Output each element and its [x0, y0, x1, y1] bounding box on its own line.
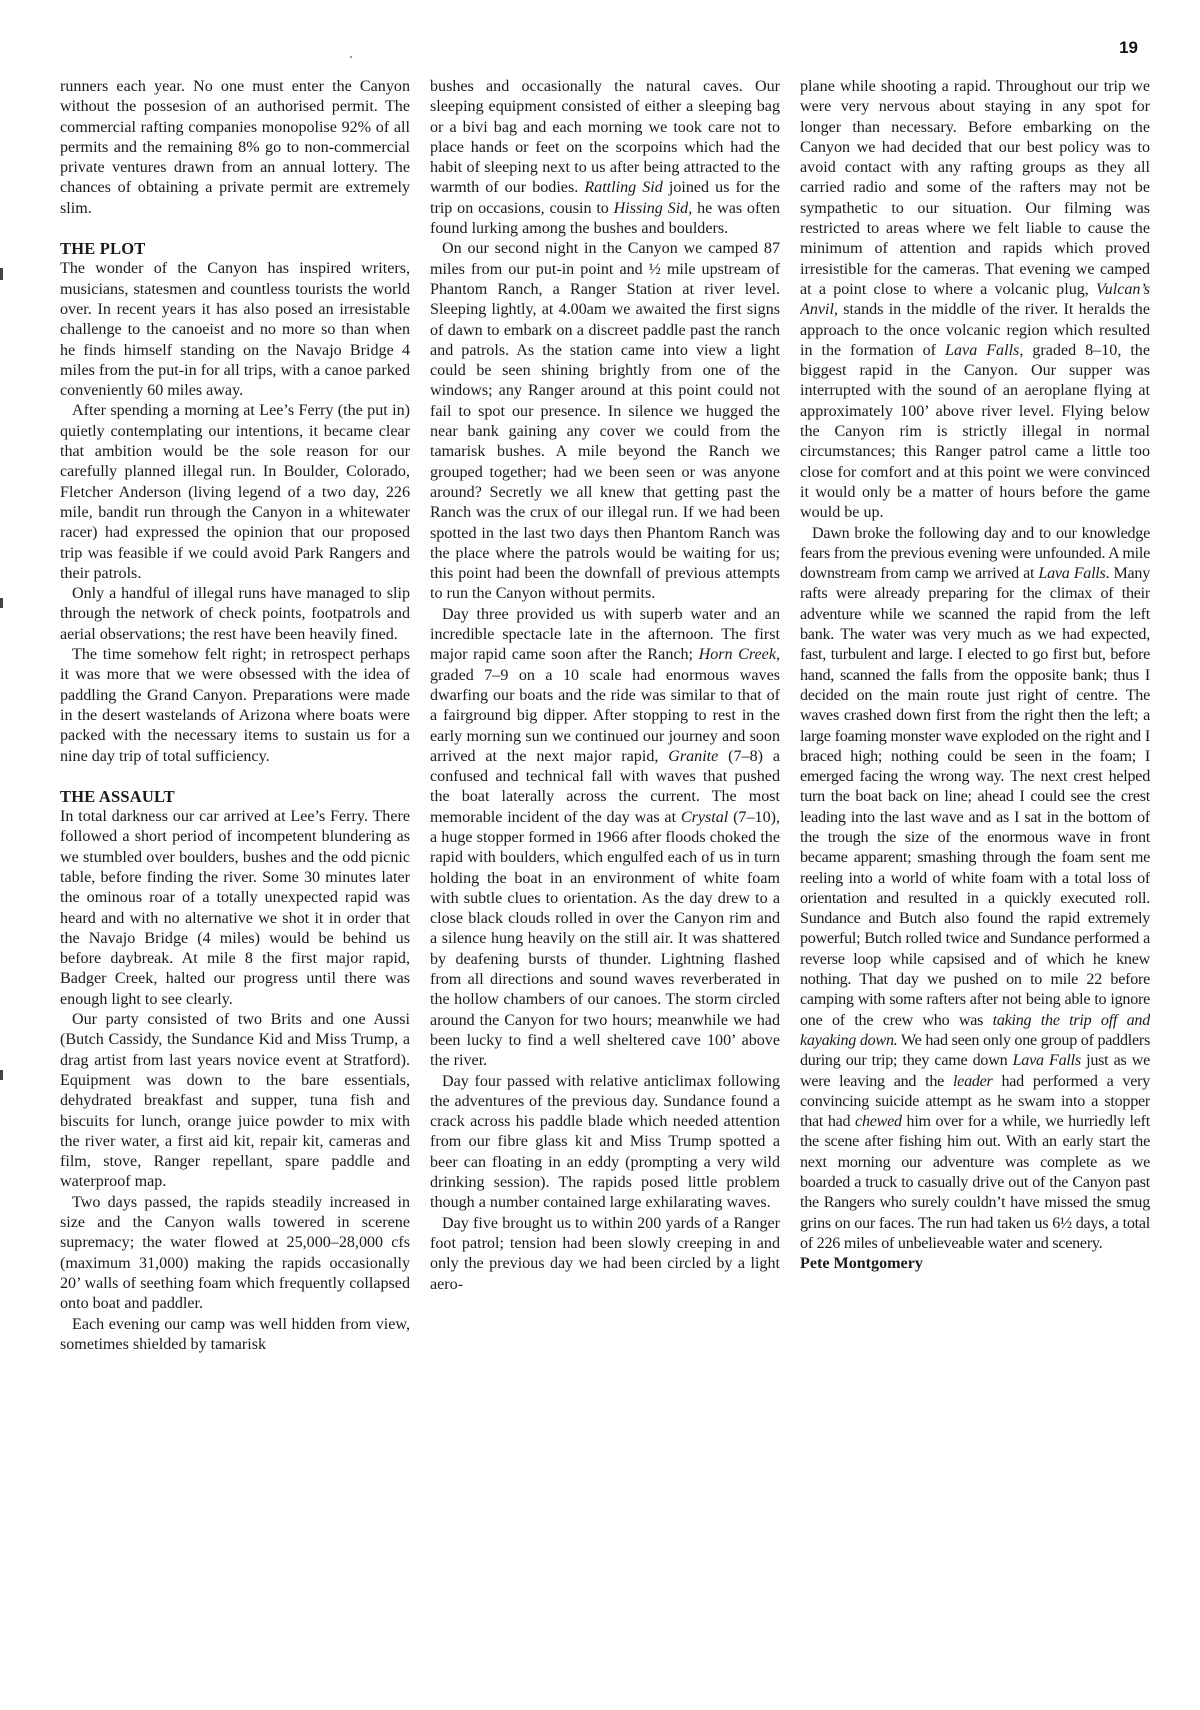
article-body: [60, 77, 1150, 1637]
author-byline: Pete Montgomery: [800, 1255, 923, 1273]
italic-rapid-name: Lava Falls: [945, 341, 1020, 359]
text-run: We had seen only one group of paddlers during our trip; they came down: [800, 1031, 1150, 1070]
column-1: [60, 77, 410, 1637]
section-heading-assault: THE ASSAULT: [60, 786, 175, 806]
text-run: had performed a very convincing suicide attempt as he swam into a stopper that had: [800, 1072, 1150, 1131]
text-run: (7–10), a huge stopper formed in 1966 after floods choked the rapid with boulders, which engulfed each of us in turn holding the boat in an environment of white foam with subtle clues to orientation. As the day drew to a close black clouds rolled in over the Canyon rim and a silence hung heavily on the still air. It was shattered by deafening bursts of thunder. Lightning flashed from all directions and sound waves reverberated in the hollow chambers of our canoes. The storm circled around the Canyon for two hours; meanwhile we had been lucky to find a well sheltered cave 100’ above the river.: [430, 808, 780, 1070]
text-run: joined us for the trip on occasions, cousin to: [430, 179, 780, 217]
left-edge-mark: [0, 598, 3, 608]
italic-word: leader: [952, 1072, 993, 1090]
text-run: , stands in the middle of the river. It heralds the approach to the once volcanic region which resulted in the formation of: [800, 301, 1150, 359]
paragraph: In total darkness our car arrived at Lee’s Ferry. There followed a short period of incompetent blundering as we stumbled over boulders, bushes and the odd picnic table, before finding the river. Some 30 minutes later the ominous roar of a totally unexpected rapid was heard and with no alternative we shot it in order that the Navajo Bridge (4 miles) would be behind us before daybreak. At mile 8 the first major rapid, Badger Creek, halted our progress until there was enough light to see clearly.: [60, 808, 410, 1008]
italic-phrase: taking the trip off and kayaking down.: [800, 1011, 1150, 1049]
left-edge-mark: [0, 1070, 3, 1080]
italic-rapid-name: Lava Falls: [1038, 565, 1106, 583]
italic-place-name: Vulcan’s Anvil: [800, 280, 1150, 319]
paragraph: Day four passed with relative anticlimax following the adventures of the previous day. Sundance found a crack across his paddle blade which needed attention from our fibre glass kit and Miss Trump spotted a beer can floating in an eddy (prompting a very wild drinking session). The rapids posed little problem though a number contained large exhilarating waves.: [430, 1072, 780, 1212]
column-3: [800, 77, 1150, 1637]
paragraph: Two days passed, the rapids steadily increased in size and the Canyon walls towered in scerene supremacy; the water flowed at 25,000–28,000 cfs (maximum 31,000) making the rapids occasionally 20’ walls of seething foam which frequently collapsed onto boat and paddler.: [60, 1193, 410, 1313]
text-run: , graded 8–10, the biggest rapid in the Canyon. Our supper was interrupted with the sound of an aeroplane flying at approximately 100’ above river level. Flying below the Canyon rim is strictly illegal in normal circumstances; this Ranger patrol came a little too close for comfort and at this point we were convinced it would only be a matter of hours before the game would be up.: [800, 341, 1150, 522]
paragraph: After spending a morning at Lee’s Ferry (the put in) quietly contemplating our intentions, it became clear that ambition would be the sole reason for our carefully planned illegal run. In Boulder, Colorado, Fletcher Anderson (living legend of a two day, 226 mile, bandit run through the Canyon in a whitewater racer) had expressed the opinion that our proposed trip was feasible if we could avoid Park Rangers and their patrols.: [60, 402, 410, 582]
italic-rapid-name: Granite: [668, 747, 719, 765]
text-run: Dawn broke the following day and to our knowledge fears from the previous evening were unfounded. A mile downstream from camp we arrived at: [800, 524, 1150, 583]
paragraph: runners each year. No one must enter the Canyon without the possesion of an authorised permit. The commercial rafting companies monopolise 92% of all permits and the remaining 8% go to non-commercial private ventures drawn from an annual lottery. The chances of obtaining a private permit are extremely slim.: [60, 78, 410, 217]
column-2: [430, 77, 780, 1637]
italic-name: Rattling Sid: [584, 179, 663, 197]
text-run: just as we were leaving and the: [800, 1052, 1150, 1090]
paragraph: [430, 77, 780, 239]
paragraph: Each evening our camp was well hidden from view, sometimes shielded by tamarisk: [60, 1315, 410, 1353]
section-heading-plot: THE PLOT: [60, 239, 146, 259]
text-run: bushes and occasionally the natural caves. Our sleeping equipment consisted of either a sleeping bag or a bivi bag and each morning we took care not to place hands or feet on the scorpoins which had the habit of sleeping next to us after being attracted to the warmth of our bodies.: [430, 78, 780, 197]
paragraph: [430, 605, 780, 1072]
italic-rapid-name: Horn Creek: [698, 646, 776, 664]
italic-word: chewed: [855, 1113, 902, 1131]
text-run: (7–8) a confused and technical fall with waves that pushed the boat laterally across the current. The most memorable incident of the day was at: [430, 747, 780, 826]
text-run: plane while shooting a rapid. Throughout our trip we were very nervous about staying in any spot for longer than necessary. Before embarking on the Canyon we had decided that our best policy was to avoid contact with any rafting groups as they all carried radio and some of the rafters may not be sympathetic to our situation. Our filming was restricted to areas where we felt liable to cause the minimum of attention and rapids which proved irresistible for the cameras. That evening we camped at a point close to where a volcanic plug,: [800, 78, 1150, 298]
text-run: Day three provided us with superb water and an incredible spectacle late in the afternoon. The first major rapid came soon after the Ranch;: [430, 605, 780, 664]
page-number: 19: [1119, 38, 1138, 57]
paragraph: [800, 524, 1150, 1255]
italic-rapid-name: Crystal: [680, 808, 729, 826]
text-run: , he was often found lurking among the bushes and boulders.: [430, 199, 780, 238]
text-run: . Many rafts were already preparing for the climax of their adventure while we scanned the rapid from the left bank. The water was very much as we had expected, fast, turbulent and large. I elected to go first but, before hand, scanned the falls from the opposite bank; thus I decided on the main route just right of centre. The waves crashed down first from the right then the left; a large foaming monster wave exploded on the right and I braced high; nothing could be seen in the foam; I emerged facing the wrong way. The next crest helped turn the boat back on line; ahead I could see the crest leading into the last wave and as I sat in the bottom of the trough the size of the enormous wave in front became apparent; smashing through the foam sent me reeling into a world of white foam with a total loss of orientation and resulted in a quickly executed roll. Sundance and Butch also found the rapid extremely powerful; Butch rolled twice and Sundance performed a reverse loop while capsised and of which he knew nothing. That day we pushed on to mile 22 before camping with some rafters after not being able to ignore one of the crew who was: [800, 565, 1150, 1029]
paragraph: The wonder of the Canyon has inspired writers, musicians, statesmen and countless tourists the world over. In recent years it has also posed an irresistable challenge to the canoeist and no more so than when he finds himself standing on the Navajo Bridge 4 miles from the put-in for all trips, with a canoe parked conveniently 60 miles away.: [60, 260, 410, 400]
left-edge-mark: [0, 268, 3, 280]
paragraph: On our second night in the Canyon we camped 87 miles from our put-in point and ½ mile upstream of Phantom Ranch, a Ranger Station at river level. Sleeping lightly, at 4.00am we awaited the first signs of dawn to embark on a discreet paddle past the ranch and patrols. As the station came into view a light could be seen shining brightly from one of the windows; any Ranger around at this point could not fail to spot our presence. In silence we hugged the near bank gaining any cover we could from the tamarisk bushes. A mile beyond the Ranch we grouped together; had we been seen or was anyone around? Secretly we all knew that getting past the Ranch was the crux of our illegal run. If we had been spotted in the last two days then Phantom Ranch was the place where the patrols would be waiting for us; this point had been the downfall of previous attempts to run the Canyon without permits.: [430, 240, 780, 603]
paragraph: [800, 77, 1150, 524]
paragraph: The time somehow felt right; in retrospect perhaps it was more that we were obsessed with the idea of paddling the Grand Canyon. Preparations were made in the desert wastelands of Arizona where boats were packed with the necessary items to sustain us for a nine day trip of total sufficiency.: [60, 646, 410, 765]
italic-rapid-name: Lava Falls: [1012, 1052, 1081, 1070]
scan-speck: [350, 56, 352, 58]
italic-name: Hissing Sid: [613, 199, 689, 217]
text-run: , graded 7–9 on a 10 scale had enormous waves dwarfing our boats and the ride was similar to that of a fairground big dipper. After stopping to rest in the early morning sun we continued our journey and soon arrived at the next major rapid,: [430, 646, 780, 765]
paragraph: Our party consisted of two Brits and one Aussi (Butch Cassidy, the Sundance Kid and Miss Trump, a drag artist from last years novice event at Stratford). Equipment was down to the bare essentials, dehydrated breakfast and supper, tuna fish and biscuits for lunch, orange juice powder to mix with the river water, a first aid kit, repair kit, cameras and film, stove, Ranger repellant, spare paddle and waterproof map.: [60, 1011, 410, 1191]
paragraph: Only a handful of illegal runs have managed to slip through the network of check points, footpatrols and aerial observations; the rest have been heavily fined.: [60, 585, 410, 643]
paragraph: Day five brought us to within 200 yards of a Ranger foot patrol; tension had been slowly creeping in and only the previous day we had been circled by a light aero-: [430, 1214, 780, 1293]
text-run: him over for a while, we hurriedly left the scene after fishing him out. With an early start the next morning our adventure was complete as we boarded a truck to casually drive out of the Canyon past the Rangers who surely couldn’t have missed the smug grins on our faces. The run had taken us 6½ days, a total of 226 miles of unbelieveable water and scenery.: [800, 1113, 1150, 1252]
